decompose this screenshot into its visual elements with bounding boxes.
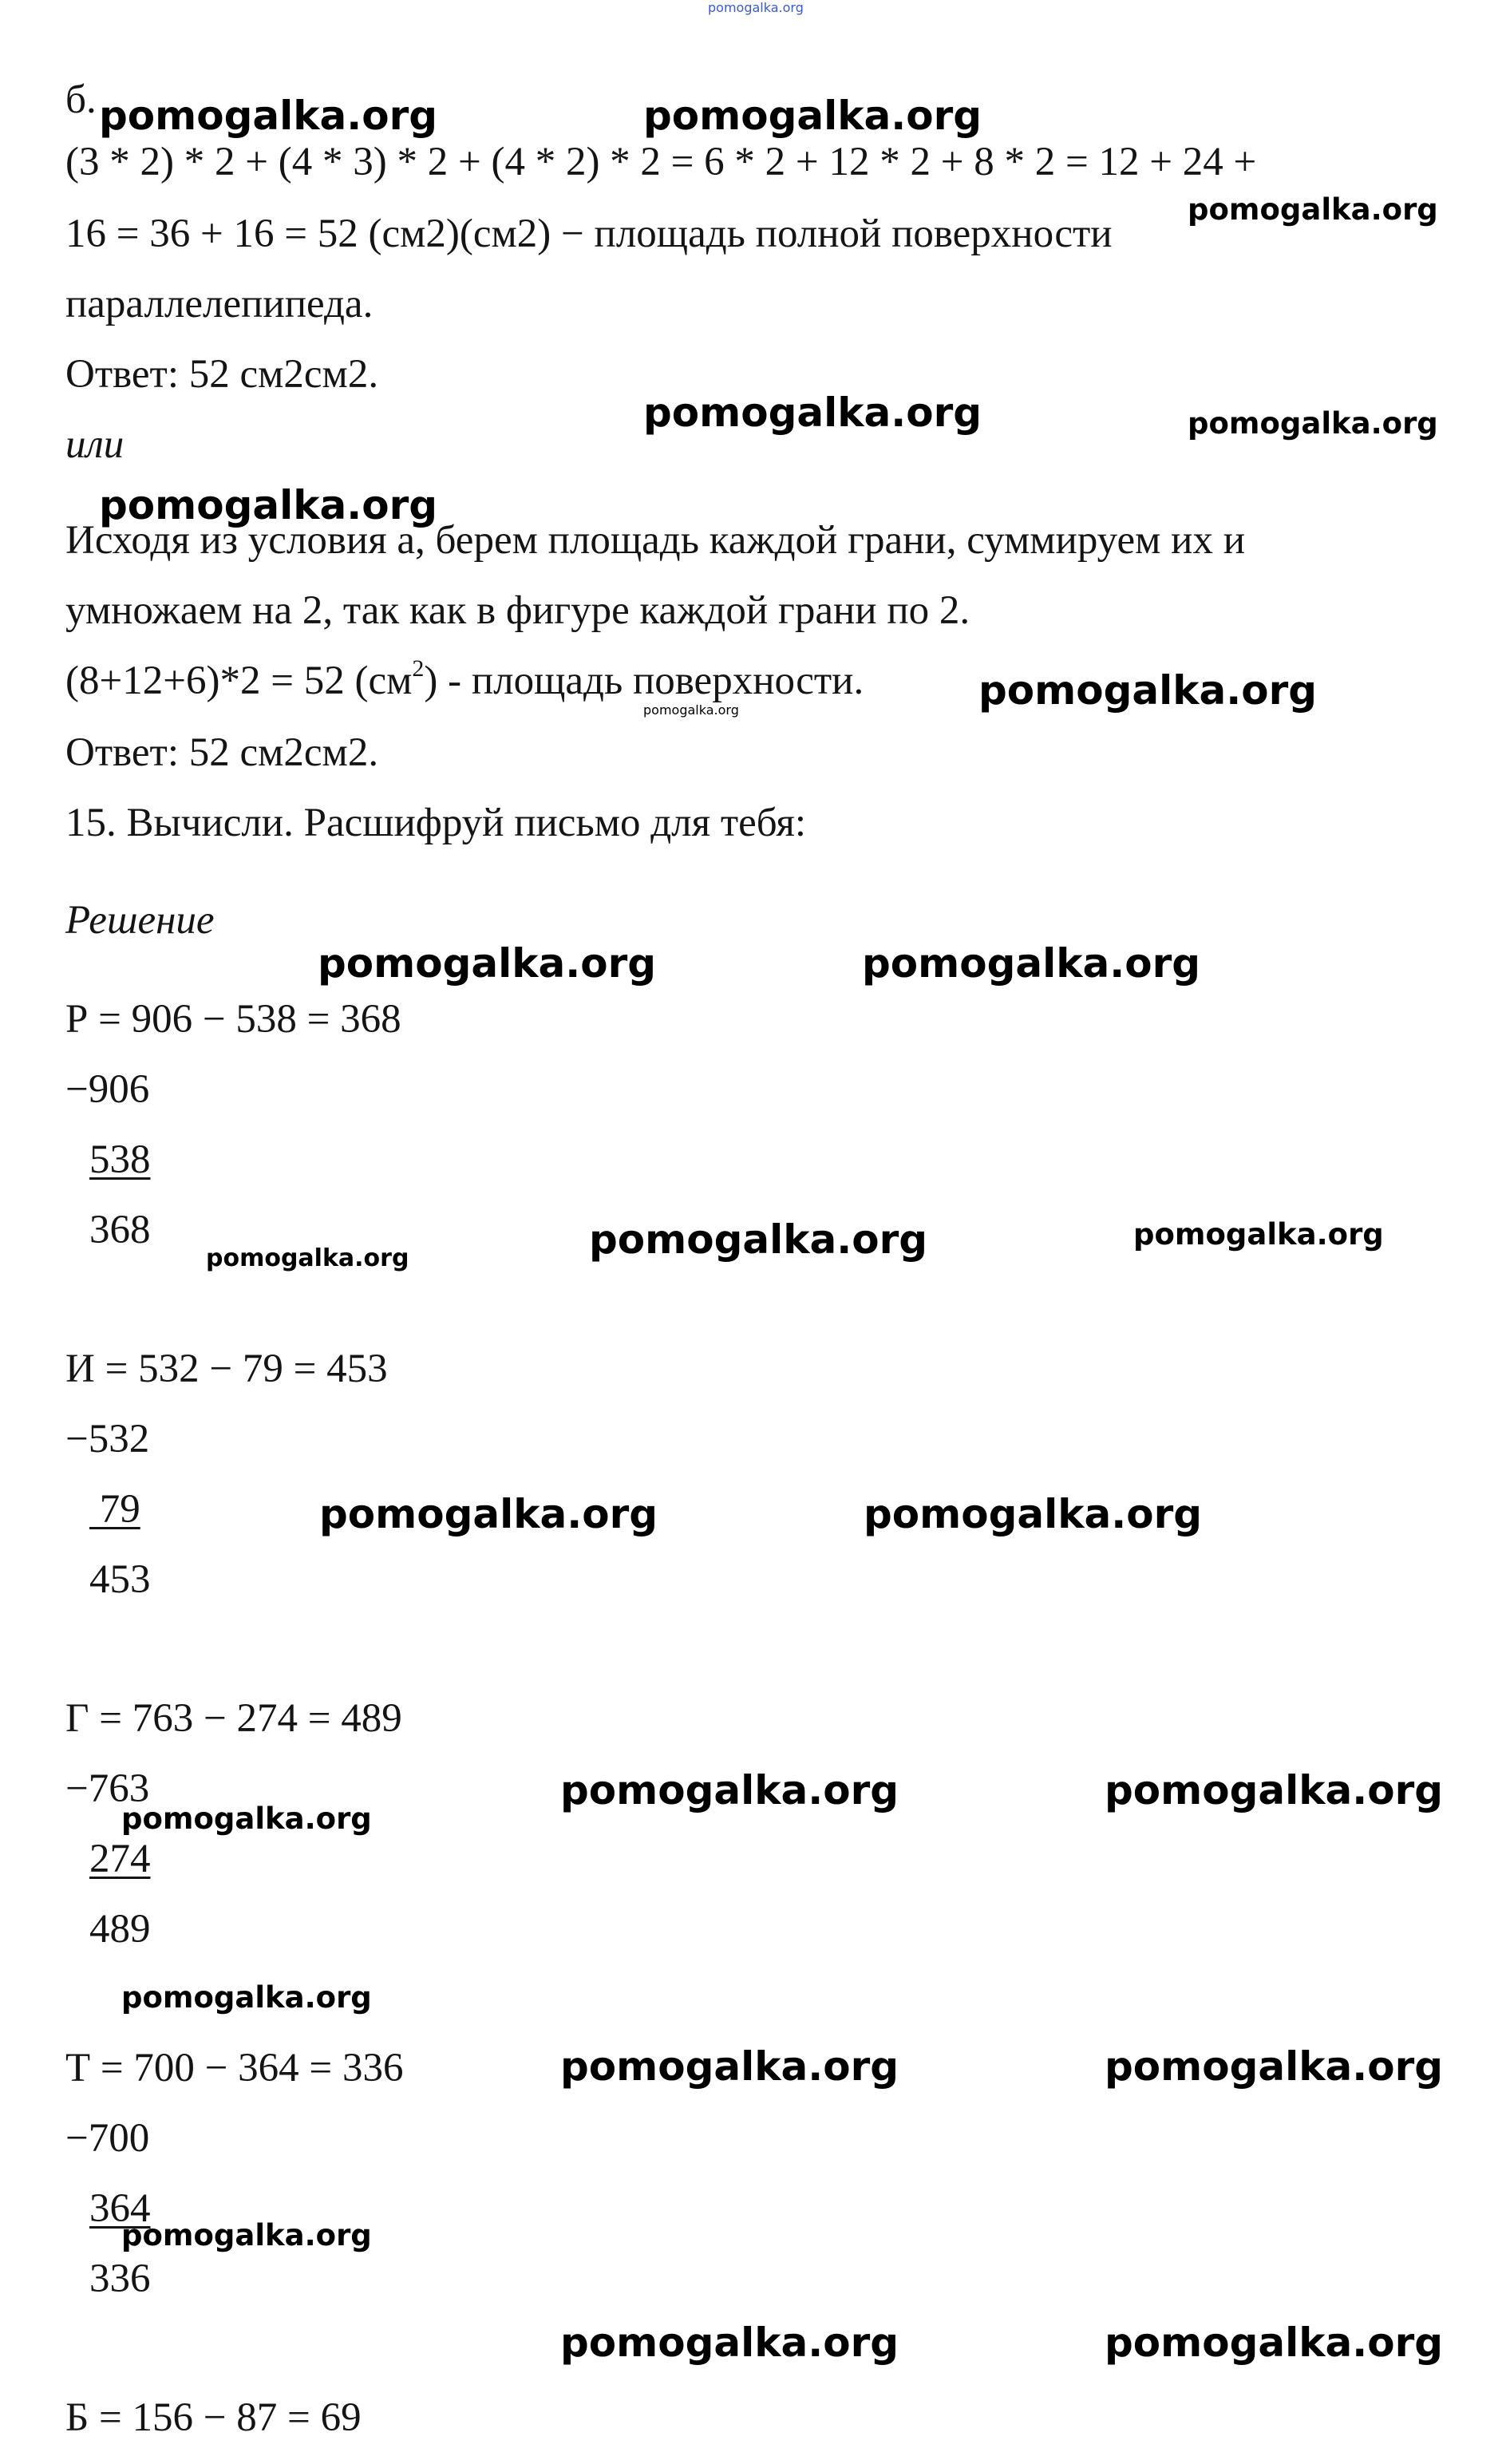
watermark: pomogalka.org [318, 940, 657, 987]
calc-r-subtrahend: 538 [89, 1137, 151, 1182]
watermark: pomogalka.org [643, 702, 739, 718]
calc-i-result: 453 [89, 1557, 151, 1602]
watermark: pomogalka.org [862, 940, 1201, 987]
calc-t-minuend: −700 [65, 2116, 150, 2161]
calc-r-minuend: −906 [65, 1067, 150, 1112]
watermark: pomogalka.org [560, 2320, 899, 2366]
alt-formula-sup: 2 [412, 655, 425, 682]
calc-i-equation: И = 532 − 79 = 453 [65, 1347, 388, 1391]
calc-t-result: 336 [89, 2256, 151, 2301]
watermark: pomogalka.org [319, 1491, 658, 1537]
watermark: pomogalka.org [643, 93, 982, 139]
alt-formula-pre: (8+12+6)*2 = 52 (см [65, 659, 413, 703]
watermark: pomogalka.org [1105, 2320, 1444, 2366]
task-15: 15. Вычисли. Расшифруй письмо для тебя: [65, 801, 807, 845]
calc-t-subtrahend: 364 [89, 2186, 151, 2231]
part-b-line-2: 16 = 36 + 16 = 52 (см2)(см2) − площадь полной поверхности [65, 212, 1113, 256]
calc-b-equation: Б = 156 − 87 = 69 [65, 2395, 362, 2440]
watermark: pomogalka.org [206, 1244, 409, 1272]
watermark: pomogalka.org [99, 93, 438, 139]
watermark: pomogalka.org [864, 1491, 1203, 1537]
answer-1: Ответ: 52 см2см2. [65, 352, 379, 397]
watermark: pomogalka.org [643, 390, 982, 436]
watermark: pomogalka.org [1133, 1217, 1384, 1252]
part-b-line-1: (3 * 2) * 2 + (4 * 3) * 2 + (4 * 2) * 2 = 6 * 2 + 12 * 2 + 8 * 2 = 12 + 24 + [65, 140, 1257, 184]
calc-g-equation: Г = 763 − 274 = 489 [65, 1696, 402, 1741]
watermark: pomogalka.org [978, 667, 1318, 714]
watermark: pomogalka.org [99, 482, 438, 528]
alt-line-1: Исходя из условия а, берем площадь каждой грани, суммируем их и [65, 518, 1246, 563]
calc-g-subtrahend: 274 [89, 1837, 151, 1881]
watermark: pomogalka.org [560, 2043, 899, 2090]
calc-g-minuend: −763 [65, 1766, 150, 1811]
watermark: pomogalka.org [1105, 2043, 1444, 2090]
solution-label: Решение [65, 898, 215, 943]
alt-formula-post: ) - площадь поверхности. [424, 659, 864, 703]
calc-g-result: 489 [89, 1907, 151, 1952]
alt-formula [65, 655, 864, 703]
watermark: pomogalka.org [560, 1767, 899, 1813]
watermark: pomogalka.org [589, 1216, 928, 1263]
calc-t-equation: Т = 700 − 364 = 336 [65, 2046, 404, 2090]
part-b-line-3: параллелепипеда. [65, 282, 374, 326]
watermark: pomogalka.org [121, 1980, 372, 2015]
alt-line-2: умножаем на 2, так как в фигуре каждой грани по 2. [65, 588, 970, 633]
watermark-top: pomogalka.org [708, 0, 804, 15]
watermark: pomogalka.org [1188, 406, 1438, 441]
watermark: pomogalka.org [1188, 192, 1438, 227]
calc-i-minuend: −532 [65, 1417, 150, 1461]
watermark: pomogalka.org [1105, 1767, 1444, 1813]
calc-r-result: 368 [89, 1208, 151, 1252]
or-label: или [65, 422, 125, 467]
watermark: pomogalka.org [121, 1802, 372, 1836]
calc-r-equation: Р = 906 − 538 = 368 [65, 997, 401, 1042]
answer-2: Ответ: 52 см2см2. [65, 730, 379, 775]
calc-i-subtrahend: 79 [89, 1487, 140, 1532]
part-b-label: б. [65, 77, 97, 122]
watermark: pomogalka.org [121, 2218, 372, 2252]
